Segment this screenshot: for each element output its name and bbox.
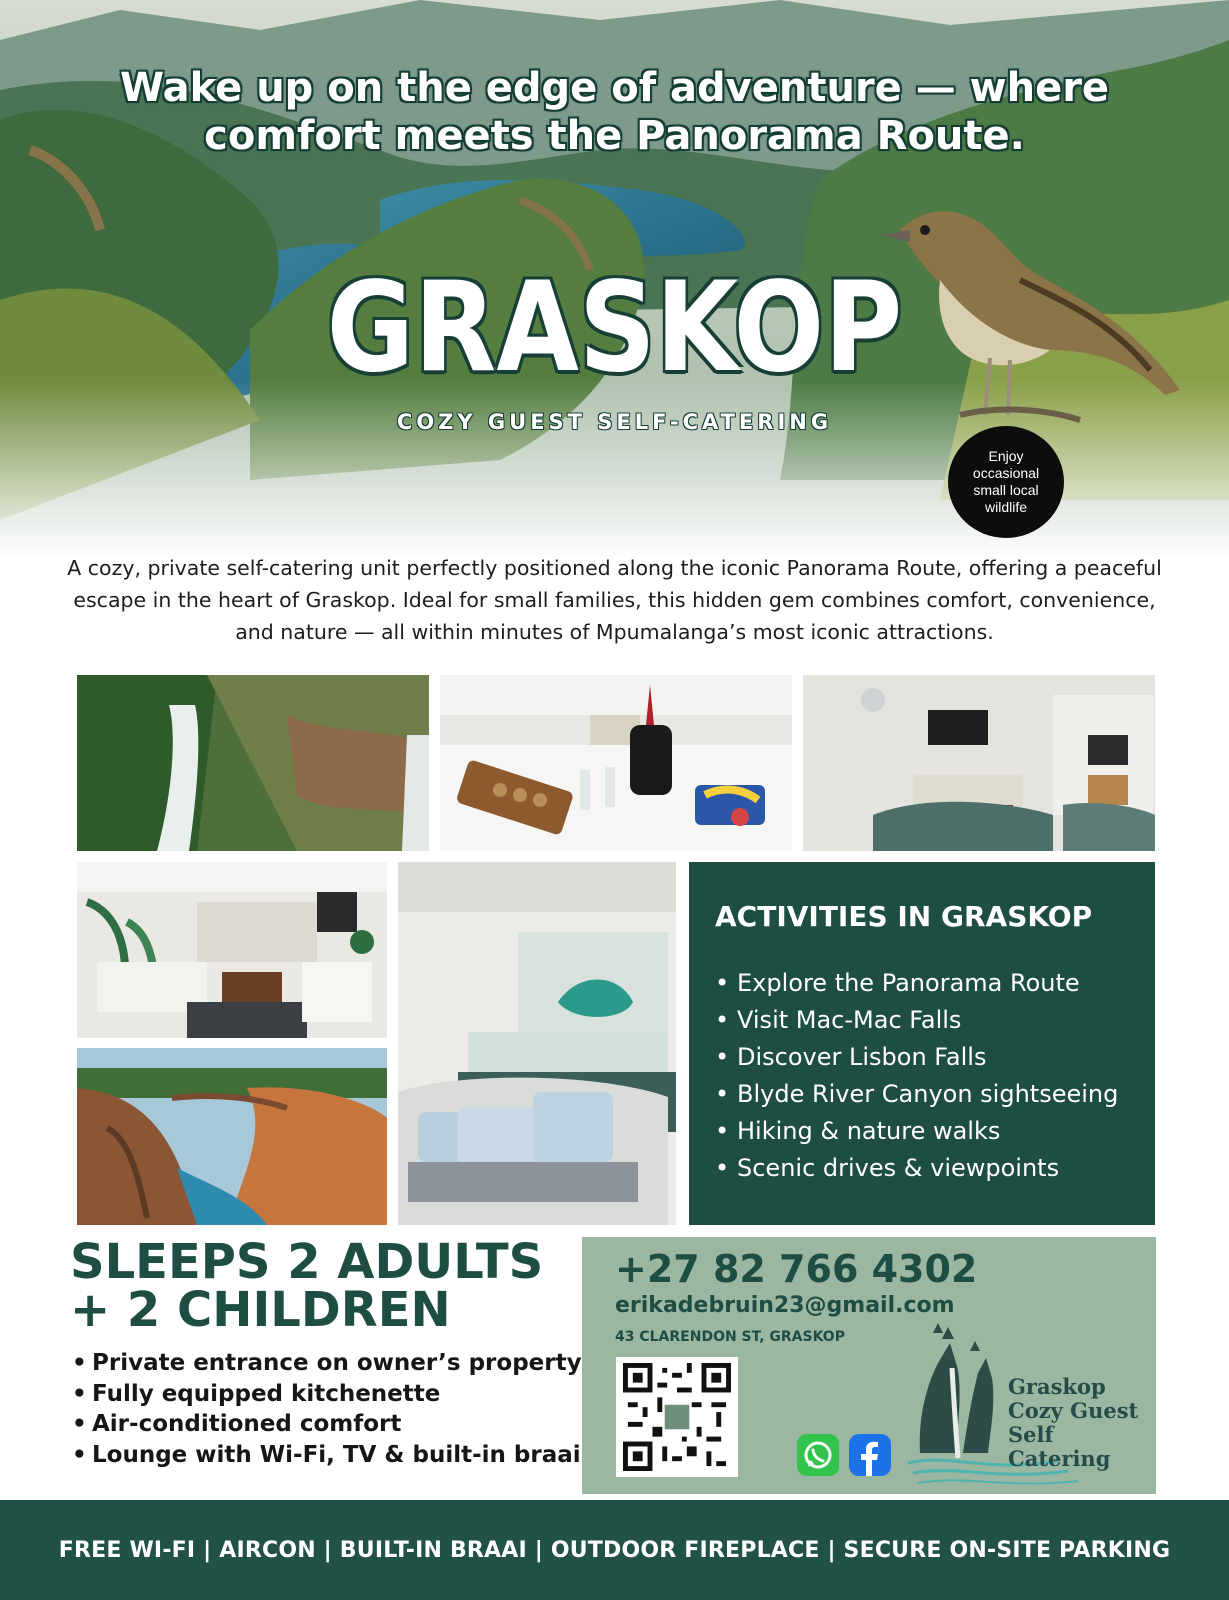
photo-waterfall bbox=[77, 675, 429, 851]
facebook-icon[interactable] bbox=[849, 1434, 891, 1476]
list-item: • Visit Mac-Mac Falls bbox=[715, 1002, 1129, 1039]
badge-line: occasional bbox=[972, 465, 1040, 481]
photo-kitchen-welcome bbox=[440, 675, 792, 851]
list-item: • Hiking & nature walks bbox=[715, 1113, 1129, 1150]
badge-line: wildlife bbox=[984, 499, 1027, 515]
sleeps-heading bbox=[70, 1234, 570, 1338]
qr-code[interactable] bbox=[616, 1357, 738, 1477]
list-item: • Explore the Panorama Route bbox=[715, 965, 1129, 1002]
hero-tagline bbox=[0, 64, 1229, 160]
list-item: • Discover Lisbon Falls bbox=[715, 1039, 1129, 1076]
activities-panel bbox=[689, 862, 1155, 1225]
amenities-footer bbox=[0, 1500, 1229, 1600]
activities-heading: ACTIVITIES IN GRASKOP bbox=[715, 900, 1093, 933]
contact-panel bbox=[582, 1237, 1156, 1494]
logo-line: Graskop bbox=[1008, 1374, 1106, 1399]
hero-banner bbox=[0, 0, 1229, 560]
list-item: • Private entrance on owner’s property bbox=[70, 1348, 582, 1379]
photo-bourkes-potholes bbox=[77, 1048, 387, 1225]
list-item: • Air-conditioned comfort bbox=[70, 1409, 582, 1440]
street-address: 43 CLARENDON ST, GRASKOP bbox=[615, 1329, 845, 1345]
list-item: • Scenic drives & viewpoints bbox=[715, 1150, 1129, 1187]
photo-lounge-braai bbox=[803, 675, 1155, 851]
whatsapp-icon[interactable] bbox=[797, 1434, 839, 1476]
list-item: • Fully equipped kitchenette bbox=[70, 1379, 582, 1410]
photo-bedroom bbox=[398, 862, 676, 1225]
badge-line: Enjoy bbox=[988, 448, 1024, 464]
phone-number[interactable]: +27 82 766 4302 bbox=[615, 1247, 978, 1291]
qr-code-icon bbox=[622, 1363, 732, 1471]
hero-tagline-line1: Wake up on the edge of adventure — where bbox=[119, 65, 1110, 111]
logo-line: Self Catering bbox=[1008, 1422, 1111, 1471]
logo-text bbox=[1008, 1375, 1148, 1471]
list-item: • Lounge with Wi-Fi, TV & built-in braai bbox=[70, 1440, 582, 1471]
sleeps-line1: SLEEPS 2 ADULTS bbox=[70, 1234, 544, 1290]
sleeps-line2: + 2 CHILDREN bbox=[70, 1282, 451, 1338]
intro-paragraph: A cozy, private self-catering unit perfectly positioned along the iconic Panorama Route, offering a peaceful escape in the heart of Graskop. Ideal for small families, this hidden gem combines comfort, convenience, and nature — all within minutes of Mpumalanga’s most iconic attractions. bbox=[67, 556, 1162, 644]
activities-list bbox=[715, 965, 1129, 1187]
hero-tagline-line2: comfort meets the Panorama Route. bbox=[204, 113, 1025, 159]
list-item: • Blyde River Canyon sightseeing bbox=[715, 1076, 1129, 1113]
logo-line: Cozy Guest bbox=[1008, 1398, 1139, 1423]
badge-line: small local bbox=[973, 482, 1039, 498]
photo-open-plan-interior bbox=[77, 862, 387, 1038]
email-address[interactable]: erikadebruin23@gmail.com bbox=[615, 1293, 955, 1318]
amenities-text: FREE WI-FI | AIRCON | BUILT-IN BRAAI | OUTDOOR FIREPLACE | SECURE ON-SITE PARKING bbox=[58, 1537, 1171, 1563]
features-list bbox=[70, 1348, 582, 1470]
brand-title: GRASKOP bbox=[326, 256, 903, 400]
brand-subtitle: COZY GUEST SELF-CATERING bbox=[396, 410, 833, 434]
wildlife-badge bbox=[948, 426, 1064, 538]
sparrow-bird-image bbox=[880, 200, 1210, 450]
graskop-logo bbox=[908, 1323, 1148, 1493]
